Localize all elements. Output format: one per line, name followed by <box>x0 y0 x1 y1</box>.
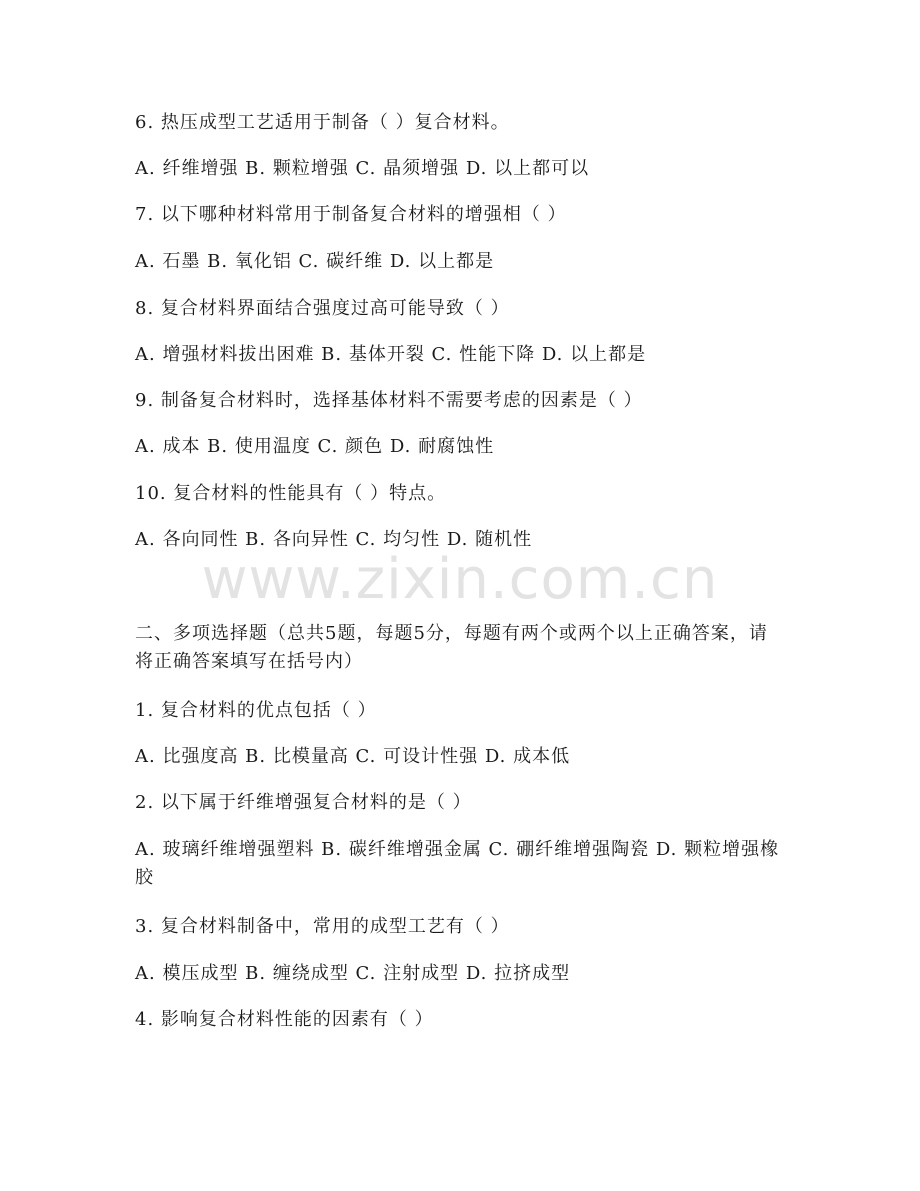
section-2-heading: 二、多项选择题（总共5题，每题5分，每题有两个或两个以上正确答案，请将正确答案填写在括号内） <box>135 623 768 672</box>
question-8-options: A. 增强材料拔出困难 B. 基体开裂 C. 性能下降 D. 以上都是 <box>135 344 647 365</box>
multi-question-2-stem: 2. 以下属于纤维增强复合材料的是（ ） <box>135 792 472 813</box>
multi-question-2-options: A. 玻璃纤维增强塑料 B. 碳纤维增强金属 C. 硼纤维增强陶瓷 D. 颗粒增强橡胶 <box>135 839 780 888</box>
question-10-options: A. 各向同性 B. 各向异性 C. 均匀性 D. 随机性 <box>135 529 533 550</box>
multi-question-4-stem: 4. 影响复合材料性能的因素有（ ） <box>135 1009 434 1030</box>
question-7-options: A. 石墨 B. 氧化铝 C. 碳纤维 D. 以上都是 <box>135 251 495 272</box>
question-9-options: A. 成本 B. 使用温度 C. 颜色 D. 耐腐蚀性 <box>135 436 495 457</box>
multi-question-3-options: A. 模压成型 B. 缠绕成型 C. 注射成型 D. 拉挤成型 <box>135 963 571 984</box>
multi-question-1-options: A. 比强度高 B. 比模量高 C. 可设计性强 D. 成本低 <box>135 746 571 767</box>
question-10-stem: 10. 复合材料的性能具有（ ）特点。 <box>135 483 447 504</box>
question-8-stem: 8. 复合材料界面结合强度过高可能导致（ ） <box>135 298 510 319</box>
question-7-stem: 7. 以下哪种材料常用于制备复合材料的增强相（ ） <box>135 204 567 225</box>
question-6-options: A. 纤维增强 B. 颗粒增强 C. 晶须增强 D. 以上都可以 <box>135 158 590 179</box>
question-9-stem: 9. 制备复合材料时，选择基体材料不需要考虑的因素是（ ） <box>135 390 643 411</box>
question-6-stem: 6. 热压成型工艺适用于制备（ ）复合材料。 <box>135 112 510 133</box>
watermark: www.zixin.com.cn <box>201 547 719 612</box>
multi-question-1-stem: 1. 复合材料的优点包括（ ） <box>135 700 377 721</box>
multi-question-3-stem: 3. 复合材料制备中，常用的成型工艺有（ ） <box>135 916 510 937</box>
